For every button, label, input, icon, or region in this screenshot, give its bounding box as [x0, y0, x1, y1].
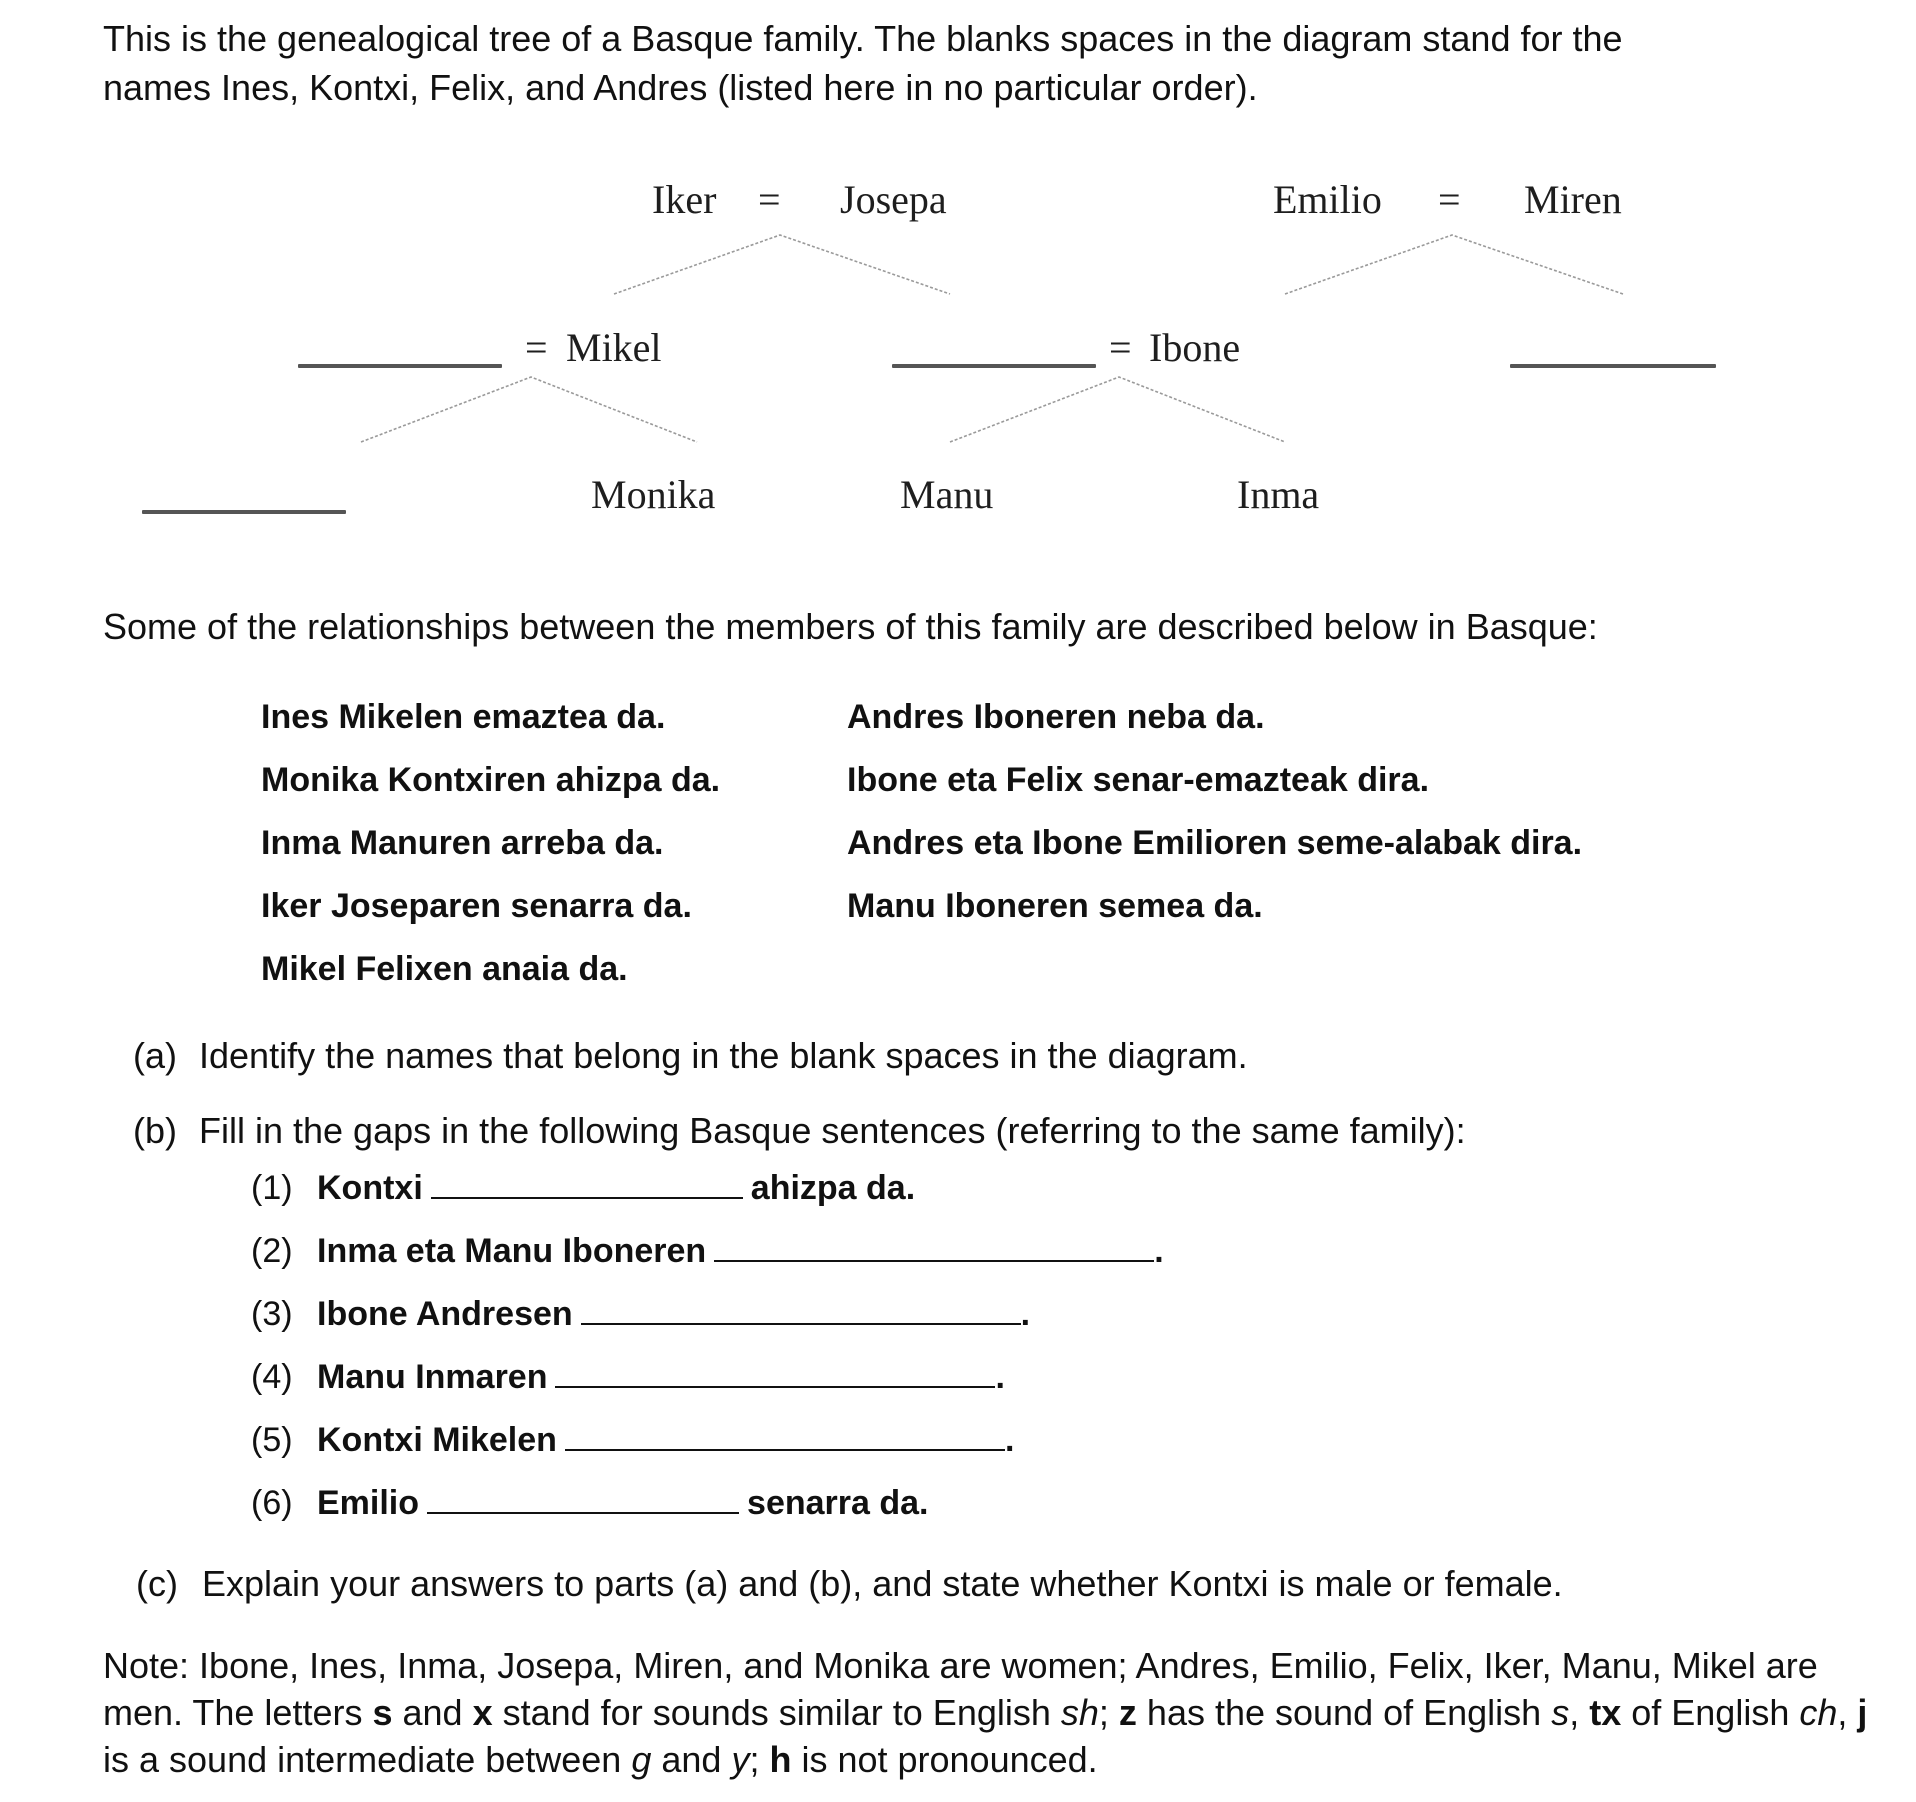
item-number: (3)	[251, 1295, 293, 1333]
fill-in-blank[interactable]	[431, 1169, 743, 1199]
sentence: Mikel Felixen anaia da.	[261, 950, 628, 988]
sentence: Ibone eta Felix senar-emazteak dira.	[847, 761, 1430, 799]
item-number: (5)	[251, 1421, 293, 1459]
relationships-lead-text: Some of the relationships between the members of this family are described below in Basque:	[103, 606, 1598, 647]
note-sound: sh	[1060, 1692, 1099, 1733]
sentence: Ines Mikelen emaztea da.	[261, 698, 666, 736]
fill-in-item	[251, 1232, 1164, 1271]
note-text: of English	[1621, 1692, 1800, 1733]
item-text-before: Ibone Andresen	[317, 1295, 573, 1333]
family-tree-diagram	[0, 150, 1916, 570]
note-text: ,	[1569, 1692, 1590, 1733]
item-text-after: .	[1020, 1295, 1031, 1333]
note-letter: z	[1118, 1692, 1137, 1733]
item-text-before: Kontxi Mikelen	[317, 1421, 557, 1459]
blank-space-emilio-child[interactable]	[1510, 364, 1716, 368]
marriage-symbol: =	[758, 177, 781, 222]
item-text-after: .	[1004, 1421, 1015, 1459]
note-letter: h	[769, 1739, 792, 1780]
blank-space-ibone-spouse[interactable]	[892, 364, 1096, 368]
tree-name-josepa: Josepa	[840, 177, 947, 222]
intro-line-2: names Ines, Kontxi, Felix, and Andres (listed here in no particular order).	[103, 67, 1258, 108]
note-sound: g	[631, 1739, 652, 1780]
marriage-symbol: =	[1438, 177, 1461, 222]
item-number: (2)	[251, 1232, 293, 1270]
sentence: Andres Iboneren neba da.	[847, 698, 1265, 736]
question-c-label: (c)	[136, 1563, 178, 1604]
note-sound: y	[731, 1739, 750, 1780]
item-text-after: senarra da.	[747, 1484, 929, 1522]
fill-in-blank[interactable]	[555, 1358, 995, 1388]
marriage-symbol: =	[525, 325, 548, 370]
item-text-after: .	[995, 1358, 1005, 1396]
question-b-label: (b)	[133, 1110, 177, 1151]
note-letter: j	[1857, 1692, 1868, 1733]
item-text-after: ahizpa da.	[750, 1169, 916, 1207]
note-text: ,	[1837, 1692, 1858, 1733]
note-letter: tx	[1589, 1692, 1622, 1733]
question-a-text: Identify the names that belong in the blank spaces in the diagram.	[199, 1035, 1248, 1076]
tree-name-manu: Manu	[900, 472, 994, 517]
item-text-before: Inma eta Manu Iboneren	[317, 1232, 707, 1270]
sentence: Iker Joseparen senarra da.	[261, 887, 692, 925]
tree-name-iker: Iker	[652, 177, 717, 222]
connector-mikel-couple	[361, 377, 697, 442]
note-letter: x	[472, 1692, 493, 1733]
note-text: ;	[749, 1739, 770, 1780]
note-text: Note: Ibone, Ines, Inma, Josepa, Miren, and Monika are women; Andres, Emilio, Felix, Iker, Manu, Mikel are men. The letters	[103, 1645, 1818, 1733]
tree-name-monika: Monika	[591, 472, 716, 517]
item-text-before: Emilio	[317, 1484, 420, 1522]
tree-name-inma: Inma	[1237, 472, 1320, 517]
tree-name-ibone: Ibone	[1149, 325, 1241, 370]
note-text: is not pronounced.	[791, 1739, 1098, 1780]
note-sound: ch	[1799, 1692, 1838, 1733]
question-b-text: Fill in the gaps in the following Basque sentences (referring to the same family):	[199, 1110, 1466, 1151]
note-text: and	[651, 1739, 732, 1780]
item-number: (6)	[251, 1484, 293, 1522]
blank-space-mikel-spouse[interactable]	[298, 364, 502, 368]
fill-in-blank[interactable]	[565, 1421, 1005, 1451]
fill-in-item	[251, 1421, 1014, 1460]
intro-line-1: This is the genealogical tree of a Basque family. The blanks spaces in the diagram stand for the	[103, 18, 1623, 59]
tree-name-emilio: Emilio	[1273, 177, 1382, 222]
note-text: has the sound of English	[1136, 1692, 1552, 1733]
sentence: Andres eta Ibone Emilioren seme-alabak dira.	[847, 824, 1583, 862]
sentence: Monika Kontxiren ahizpa da.	[261, 761, 721, 799]
connector-emilio-miren	[1285, 235, 1623, 294]
question-c-text: Explain your answers to parts (a) and (b), and state whether Kontxi is male or female.	[202, 1563, 1563, 1604]
tree-name-miren: Miren	[1524, 177, 1622, 222]
fill-in-blank[interactable]	[427, 1484, 739, 1514]
fill-in-blank[interactable]	[581, 1295, 1021, 1325]
fill-in-blank[interactable]	[714, 1232, 1154, 1262]
fill-in-item	[251, 1169, 915, 1208]
note-letter: s	[372, 1692, 393, 1733]
fill-in-item	[251, 1358, 1005, 1397]
note-text: ;	[1098, 1692, 1119, 1733]
question-c	[136, 1563, 1563, 1605]
item-text-before: Kontxi	[317, 1169, 423, 1207]
item-text-before: Manu Inmaren	[317, 1358, 548, 1396]
note-sound: s	[1551, 1692, 1570, 1733]
fill-in-item	[251, 1295, 1030, 1334]
connector-iker-josepa	[614, 235, 950, 294]
marriage-symbol: =	[1109, 325, 1132, 370]
item-text-after: .	[1154, 1232, 1164, 1270]
note-text: and	[392, 1692, 473, 1733]
sentence: Inma Manuren arreba da.	[261, 824, 664, 862]
connector-ibone-couple	[950, 377, 1285, 442]
fill-in-item	[251, 1484, 928, 1523]
pronunciation-note	[103, 1642, 1903, 1783]
item-number: (1)	[251, 1169, 293, 1207]
tree-name-mikel: Mikel	[566, 325, 662, 370]
note-text: stand for sounds similar to English	[492, 1692, 1061, 1733]
note-text: is a sound intermediate between	[103, 1739, 632, 1780]
item-number: (4)	[251, 1358, 293, 1396]
sentence: Manu Iboneren semea da.	[847, 887, 1263, 925]
question-a	[133, 1035, 1248, 1077]
question-a-label: (a)	[133, 1035, 177, 1076]
blank-space-mikel-child[interactable]	[142, 510, 346, 514]
question-b	[133, 1110, 1466, 1152]
intro-paragraph	[103, 14, 1893, 112]
